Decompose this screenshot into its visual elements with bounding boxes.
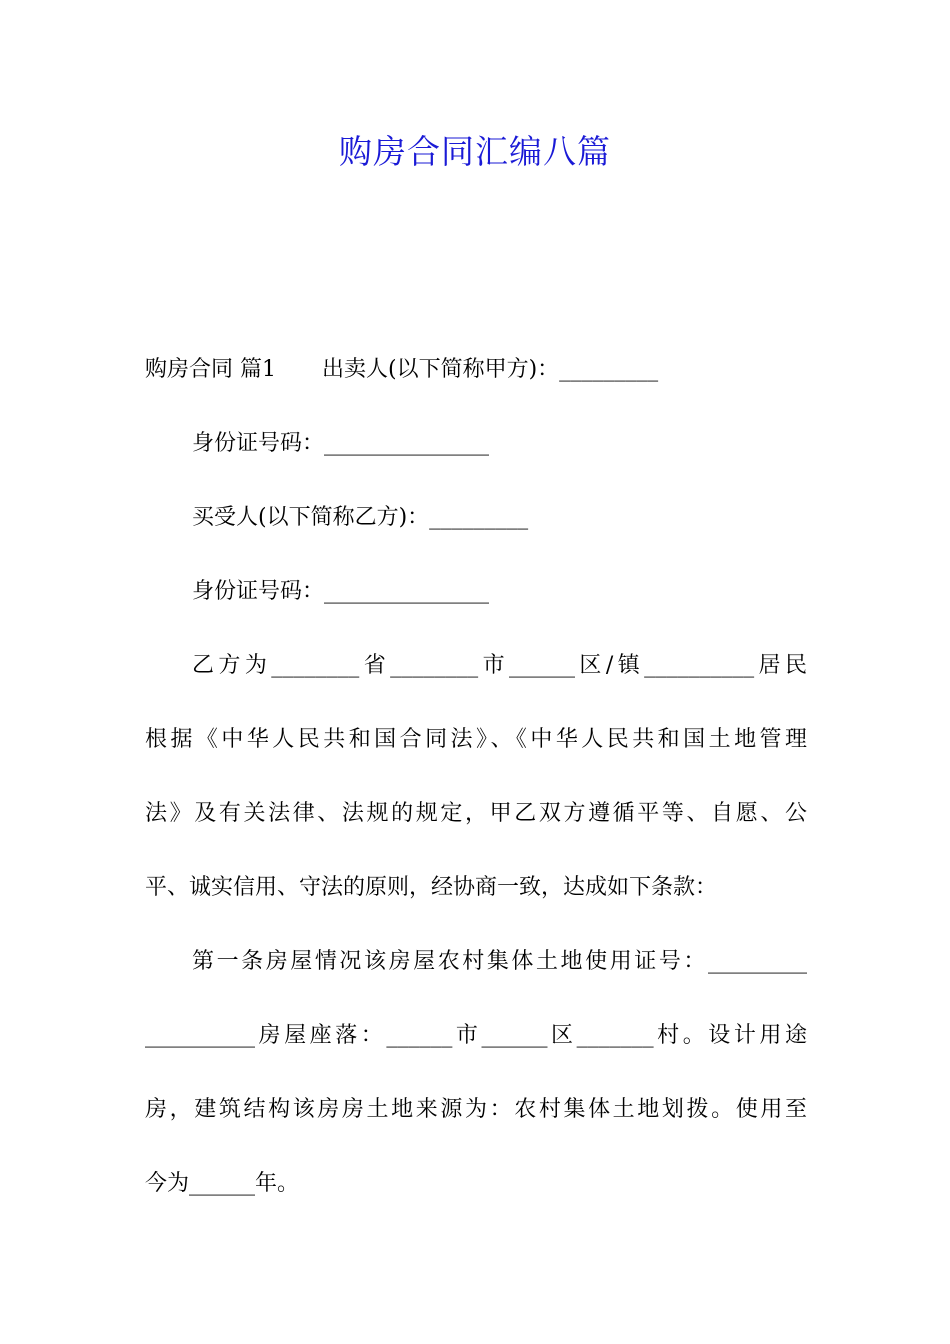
buyer-id-label: 身份证号码：_______________ [192, 579, 490, 604]
paragraph-line: 根据《中华人民共和国合同法》、《中华人民共和国土地管理 [145, 727, 807, 752]
paragraph-line [145, 481, 807, 555]
section-heading: 购房合同 篇1 [145, 357, 276, 382]
document-body [145, 333, 807, 1221]
paragraph-line [145, 333, 807, 407]
paragraph-line: __________房屋座落：______市______区_______村。设计用途 [145, 1023, 807, 1048]
document-title: 购房合同汇编八篇 [339, 132, 611, 171]
buyer-field-label: 买受人(以下简称乙方)：_________ [192, 505, 529, 530]
paragraph-line: 第一条房屋情况该房屋农村集体土地使用证号：_________ [192, 949, 807, 974]
paragraph-line: 房，建筑结构该房房土地来源为：农村集体土地划拨。使用至 [145, 1097, 807, 1122]
paragraph-line: 乙方为________省________市______区/镇__________居民 [192, 653, 807, 678]
seller-field-label: 出卖人(以下简称甲方)：_________ [322, 357, 659, 382]
paragraph-line: 法》及有关法律、法规的规定，甲乙双方遵循平等、自愿、公 [145, 801, 807, 826]
paragraph-line: 今为______年。 [145, 1171, 300, 1196]
paragraph-line: 平、诚实信用、守法的原则，经协商一致，达成如下条款： [145, 875, 718, 900]
paragraph-line [145, 407, 807, 481]
seller-id-label: 身份证号码：_______________ [192, 431, 490, 456]
paragraph-line [145, 555, 807, 629]
